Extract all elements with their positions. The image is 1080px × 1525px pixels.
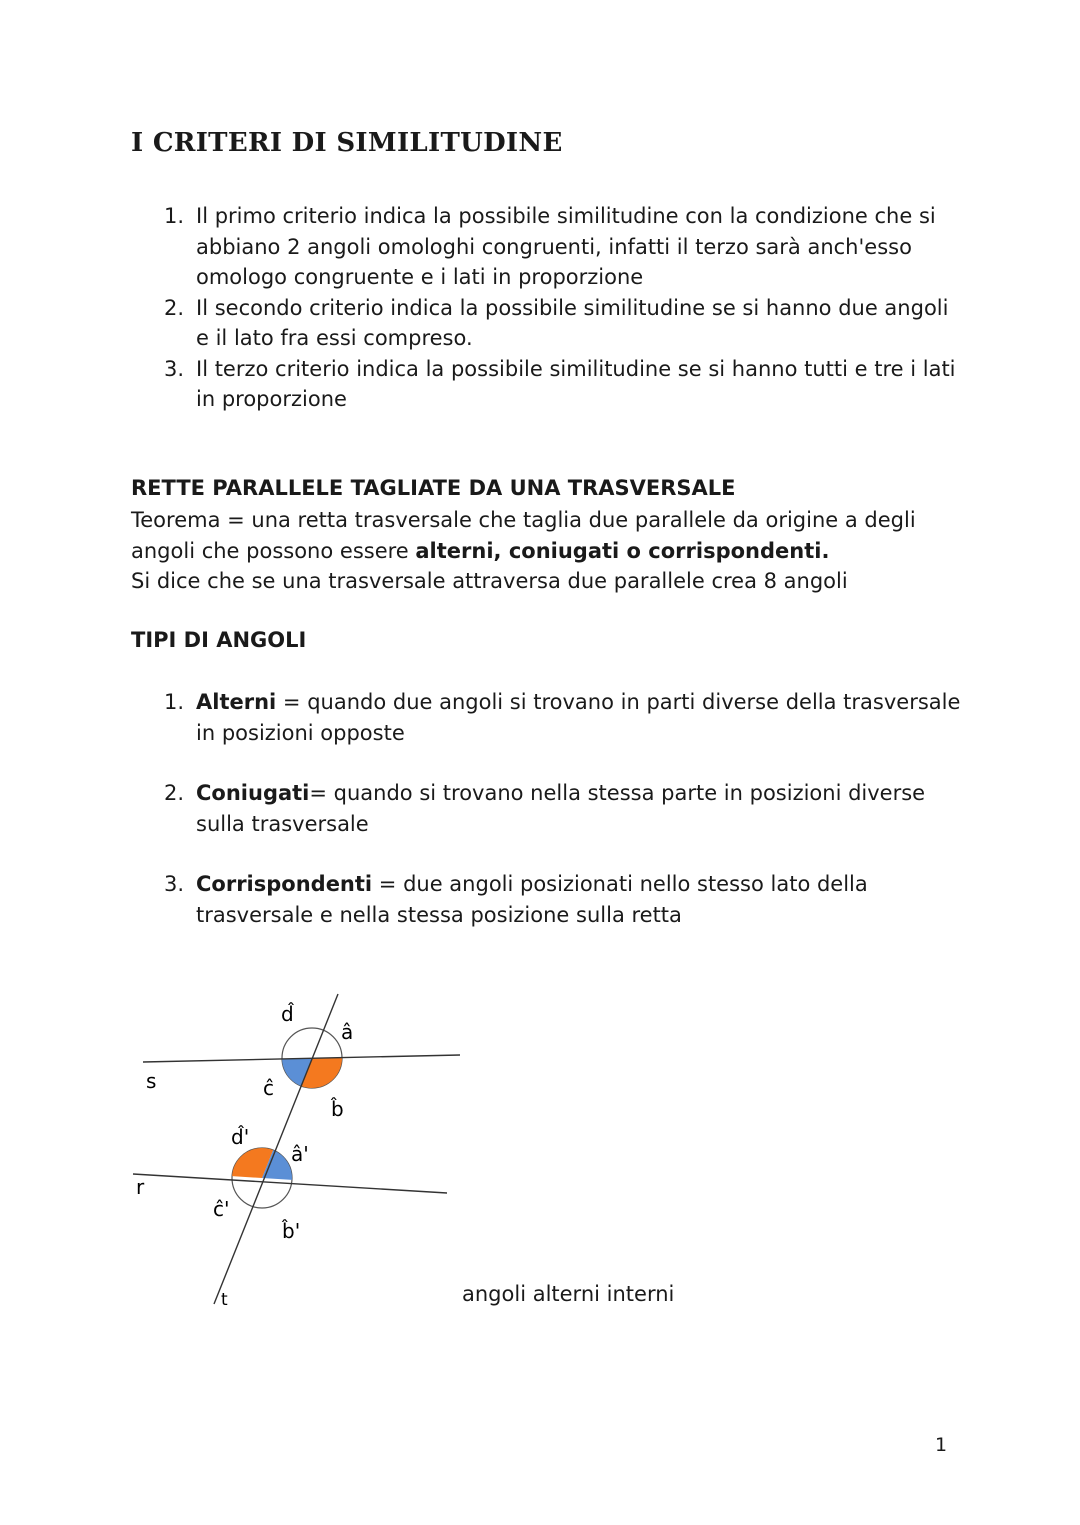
label-a1: â' xyxy=(291,1142,309,1166)
term: Alterni xyxy=(196,690,277,714)
list-number: 1. xyxy=(164,204,185,228)
list-number: 3. xyxy=(164,356,185,381)
list-text: Il secondo criterio indica la possibile similitudine se si hanno due angoli e il lato fra essi compreso. xyxy=(196,295,949,350)
theorem-bold: alterni, coniugati o corrispondenti. xyxy=(415,538,830,563)
page-title: I CRITERI DI SIMILITUDINE xyxy=(131,128,563,158)
label-c1: ĉ' xyxy=(213,1197,230,1221)
list-number: 2. xyxy=(164,295,185,320)
label-c: ĉ xyxy=(263,1076,274,1100)
label-a: â xyxy=(341,1020,354,1044)
label-b1: b̂' xyxy=(282,1219,301,1243)
label-b: b̂ xyxy=(331,1097,344,1121)
eight-angles-text: Si dice che se una trasversale attraversa due parallele crea 8 angoli xyxy=(131,569,848,593)
list-number: 3. xyxy=(164,872,185,896)
section-heading-parallels: RETTE PARALLELE TAGLIATE DA UNA TRASVERSALE xyxy=(131,476,736,500)
label-r: r xyxy=(136,1175,145,1199)
label-d: d̂ xyxy=(281,1002,294,1026)
page-number: 1 xyxy=(935,1434,948,1456)
definition: = due angoli posizionati nello stesso lato della trasversale e nella stessa posizione sulla retta xyxy=(196,872,868,927)
label-d1: d̂' xyxy=(231,1125,250,1149)
theorem-pre: Teorema = una retta trasversale che taglia due parallele da origine a degli angoli che possono essere xyxy=(131,508,916,563)
list-text: Il primo criterio indica la possibile similitudine con la condizione che si abbiano 2 angoli omologhi congruenti, infatti il terzo sarà anch'esso omologo congruente e i lati in proporzione xyxy=(196,204,936,289)
term: Coniugati xyxy=(196,781,310,805)
definition: = quando due angoli si trovano in parti diverse della trasversale in posizioni opposte xyxy=(196,690,961,745)
definition: = quando si trovano nella stessa parte in posizioni diverse sulla trasversale xyxy=(196,781,926,836)
list-text: Il terzo criterio indica la possibile similitudine se si hanno tutti e tre i lati in proporzione xyxy=(196,356,956,411)
section-heading-angle-types: TIPI DI ANGOLI xyxy=(131,628,307,652)
list-number: 2. xyxy=(164,781,185,805)
term: Corrispondenti xyxy=(196,872,373,896)
figure-caption: angoli alterni interni xyxy=(462,1282,675,1306)
label-t: t xyxy=(221,1290,228,1310)
line-t xyxy=(214,994,338,1304)
label-s: s xyxy=(146,1069,157,1093)
list-number: 1. xyxy=(164,690,185,714)
